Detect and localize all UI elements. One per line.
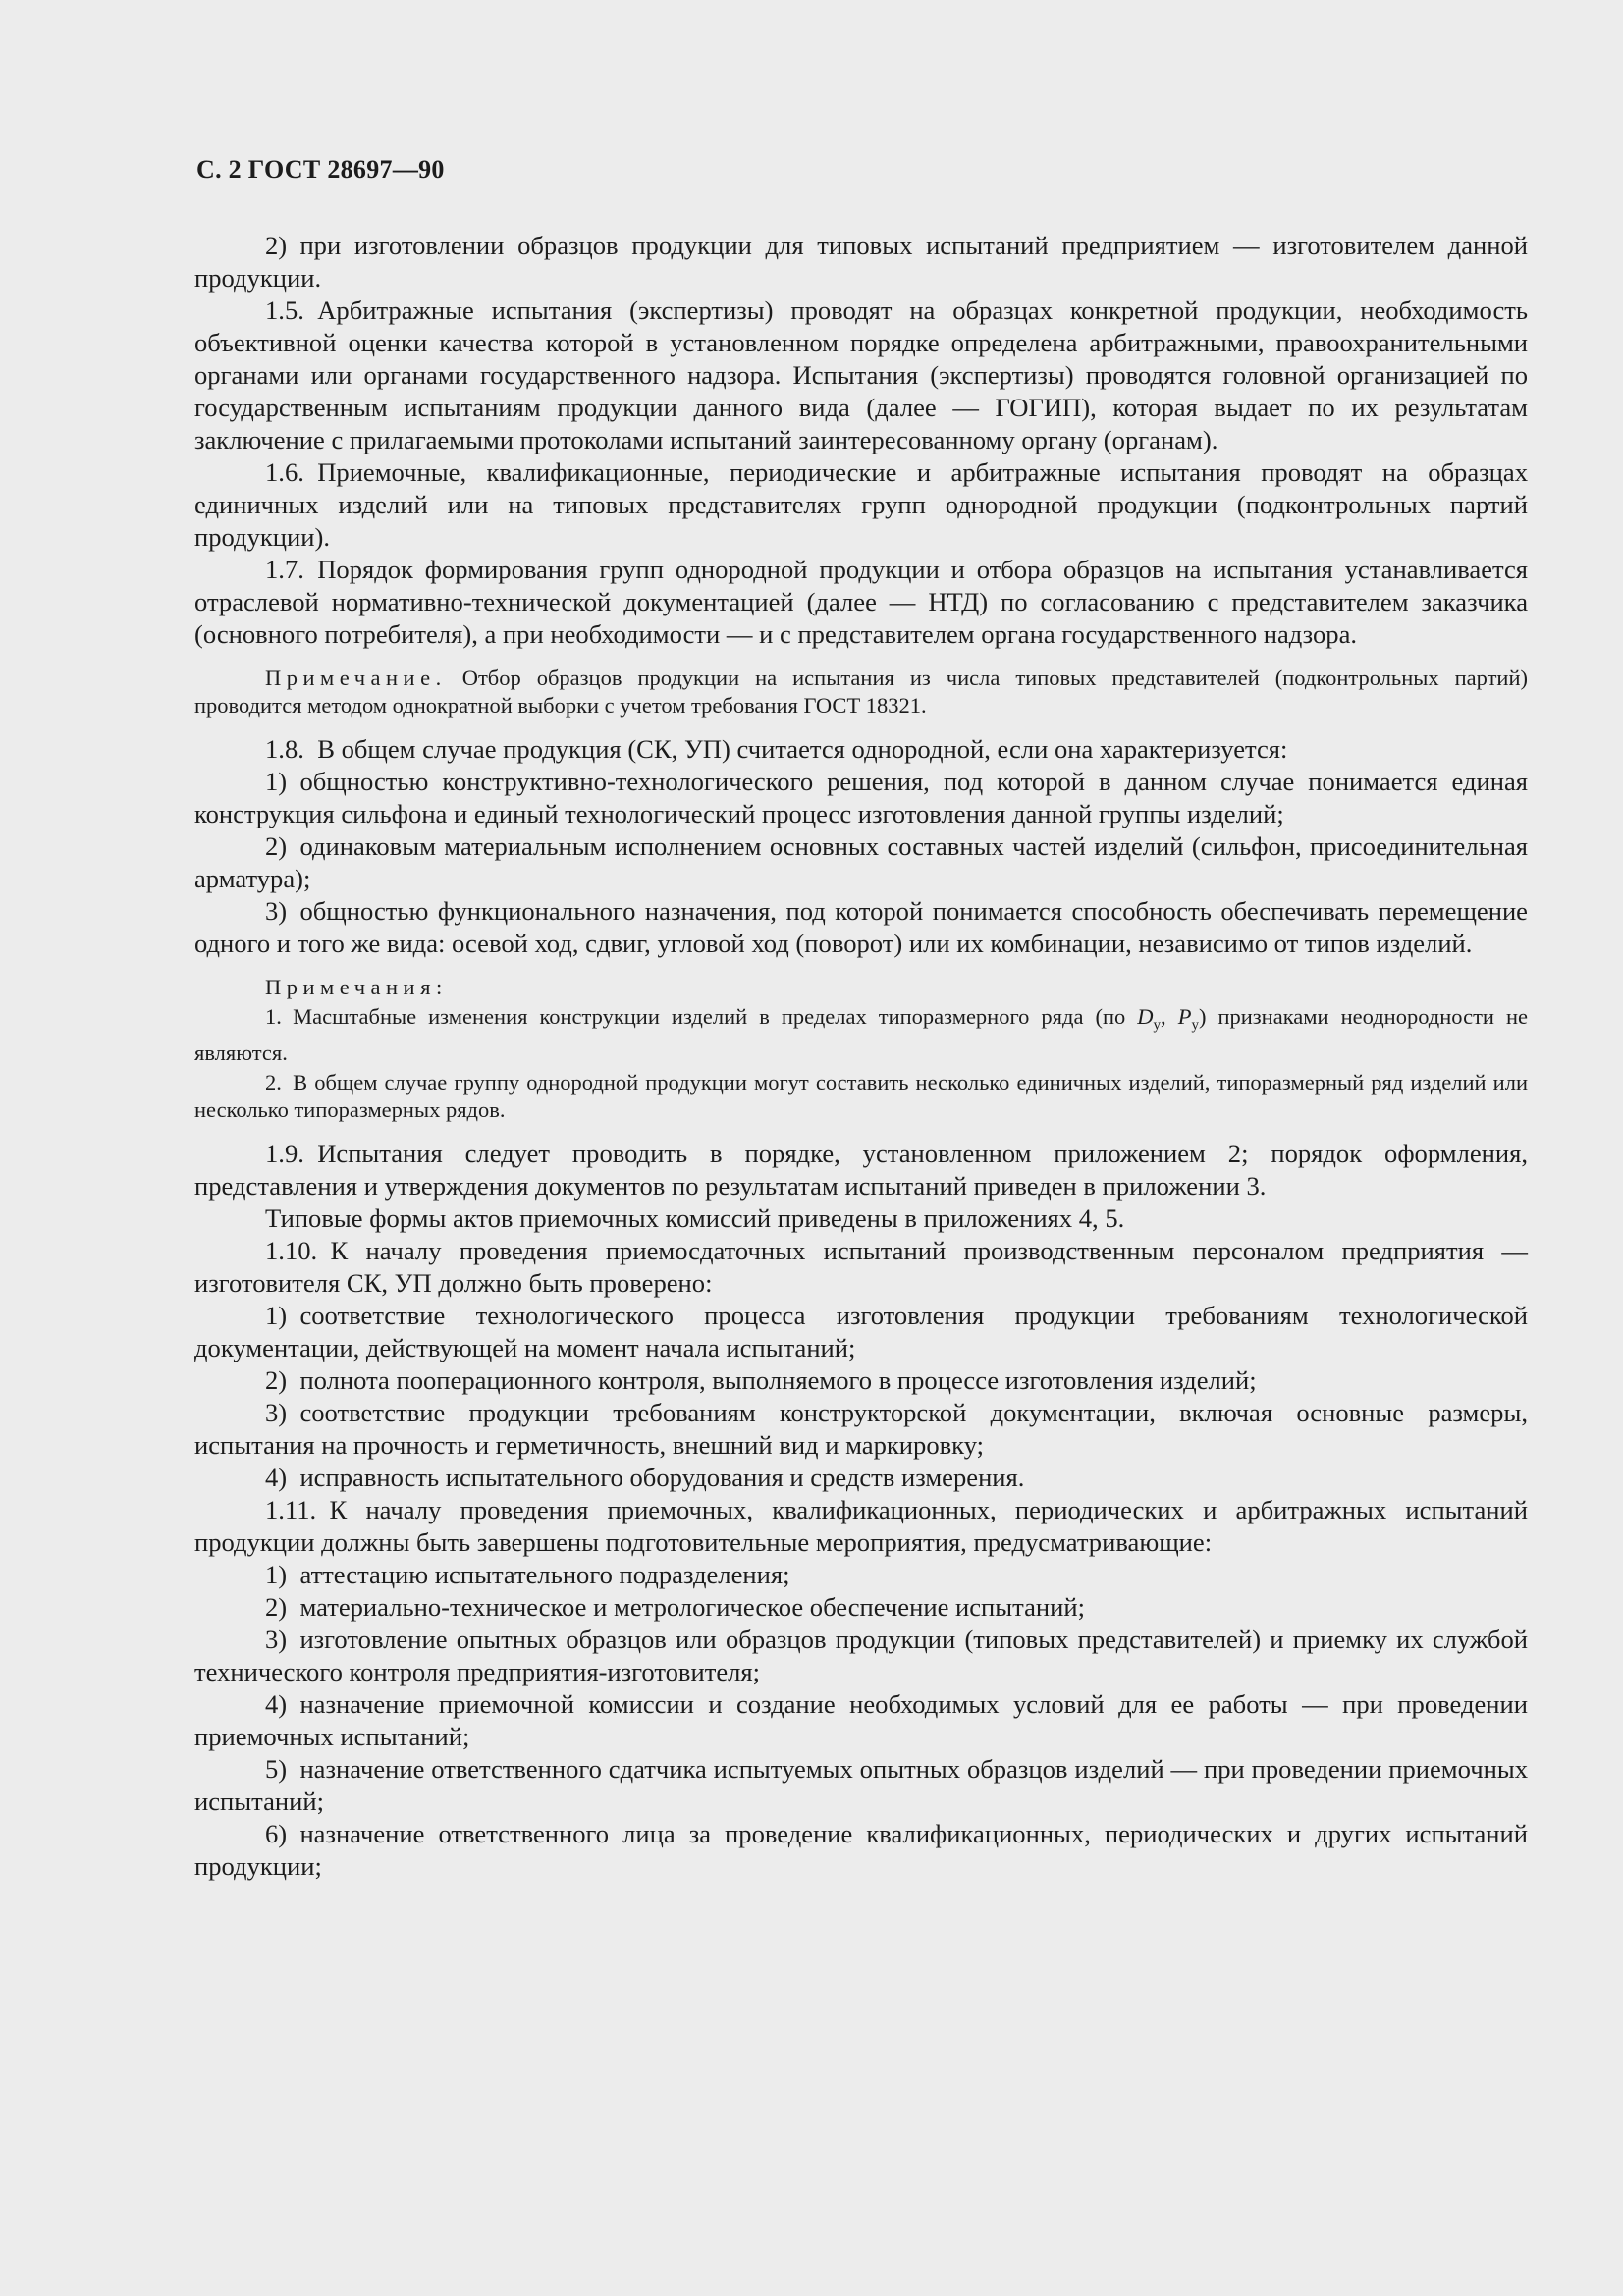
note-text: Отбор образцов продукции на испытания из числа типовых представителей (подконтрольных партий) проводится методом однократной выборки с учетом требования ГОСТ 18321. xyxy=(194,666,1528,718)
paragraph: 1) аттестацию испытательного подразделения; xyxy=(265,1559,790,1589)
page-header: С. 2 ГОСТ 28697—90 xyxy=(196,155,445,184)
symbol-p: P xyxy=(1177,1004,1192,1029)
document-body xyxy=(194,230,1528,1883)
paragraph: 1.9. Испытания следует проводить в порядке, установленном приложением 2; порядок оформления, представления и утверждения документов по результатам испытаний приведен в приложении 3. xyxy=(194,1138,1528,1201)
paragraph: 1.5. Арбитражные испытания (экспертизы) проводят на образцах конкретной продукции, необходимость объективной оценки качества которой в установленном порядке определена арбитражными, правоохранительными органами или органами государственного надзора. Испытания (экспертизы) проводятся головной организацией по государственным испытаниям продукции данного вида (далее — ГОГИП), которая выдает по их результатам заключение с прилагаемыми протоколами испытаний заинтересованному органу (органам). xyxy=(194,295,1528,454)
notes-title xyxy=(194,974,1528,1001)
paragraph: 1) общностью конструктивно-технологического решения, под которой в данном случае понимается единая конструкция сильфона и единый технологический процесс изготовления данной группы изделий; xyxy=(194,767,1528,828)
paragraph: 2) одинаковым материальным исполнением основных составных частей изделий (сильфон, присоединительная арматура); xyxy=(194,831,1528,893)
paragraph: 1.8. В общем случае продукция (СК, УП) считается однородной, если она характеризуется: xyxy=(265,734,1288,764)
paragraph: 2) материально-техническое и метрологическое обеспечение испытаний; xyxy=(265,1591,1085,1622)
note-text: 1. Масштабные изменения конструкции изделий в пределах типоразмерного ряда (по xyxy=(265,1004,1138,1029)
paragraph: 4) назначение приемочной комиссии и создание необходимых условий для ее работы — при проведении приемочных испытаний; xyxy=(194,1688,1528,1751)
paragraph: 1.7. Порядок формирования групп однородной продукции и отбора образцов на испытания устанавливается отраслевой нормативно-технической документацией (далее — НТД) по согласованию с представителем заказчика (основного потребителя), а при необходимости — и с представителем органа государственного надзора. xyxy=(194,555,1528,649)
paragraph: 3) изготовление опытных образцов или образцов продукции (типовых представителей) и приемку их службой технического контроля предприятия-изготовителя; xyxy=(194,1624,1528,1686)
paragraph: 5) назначение ответственного сдатчика испытуемых опытных образцов изделий — при проведении приемочных испытаний; xyxy=(194,1753,1528,1816)
paragraph: 1) соответствие технологического процесса изготовления продукции требованиям технологической документации, действующей на момент начала испытаний; xyxy=(194,1300,1528,1362)
notes-label: Примечания: xyxy=(265,975,448,999)
notes-block xyxy=(194,974,1528,1124)
subscript: y xyxy=(1153,1017,1162,1034)
note-item: 2. В общем случае группу однородной продукции могут составить несколько единичных изделий, типоразмерный ряд изделий или несколько типоразмерных рядов. xyxy=(194,1069,1528,1122)
note xyxy=(194,665,1528,720)
separator: , xyxy=(1161,1004,1178,1029)
paragraph: 1.11. К началу проведения приемочных, квалификационных, периодических и арбитражных испытаний продукции должны быть завершены подготовительные мероприятия, предусматривающие: xyxy=(194,1494,1528,1557)
note-item xyxy=(194,1003,1528,1067)
note-text: ) признаками неоднородности не являются. xyxy=(194,1004,1529,1065)
note-label: Примечание. xyxy=(265,666,447,690)
paragraph: Типовые формы актов приемочных комиссий приведены в приложениях 4, 5. xyxy=(265,1202,1125,1233)
paragraph: 3) общностью функционального назначения, под которой понимается способность обеспечивать перемещение одного и того же вида: осевой ход, сдвиг, угловой ход (поворот) или их комбинации, независимо от типов изделий. xyxy=(194,896,1528,958)
paragraph: 1.10. К началу проведения приемосдаточных испытаний производственным персоналом предприятия — изготовителя СК, УП должно быть проверено: xyxy=(194,1235,1528,1298)
subscript: y xyxy=(1191,1017,1199,1034)
note-block xyxy=(194,665,1528,720)
paragraph: 3) соответствие продукции требованиям конструкторской документации, включая основные размеры, испытания на прочность и герметичность, внешний вид и маркировку; xyxy=(194,1397,1528,1460)
paragraph: 1.6. Приемочные, квалификационные, периодические и арбитражные испытания проводят на образцах единичных изделий или на типовых представителях групп однородной продукции (подконтрольных партий продукции). xyxy=(194,457,1528,552)
paragraph: 4) исправность испытательного оборудования и средств измерения. xyxy=(265,1462,1025,1492)
paragraph: 2) при изготовлении образцов продукции для типовых испытаний предприятием — изготовителем данной продукции. xyxy=(194,231,1528,293)
paragraph: 2) полнота пооперационного контроля, выполняемого в процессе изготовления изделий; xyxy=(265,1364,1257,1395)
paragraph: 6) назначение ответственного лица за проведение квалификационных, периодических и других испытаний продукции; xyxy=(194,1818,1528,1881)
symbol-d: D xyxy=(1137,1004,1154,1029)
